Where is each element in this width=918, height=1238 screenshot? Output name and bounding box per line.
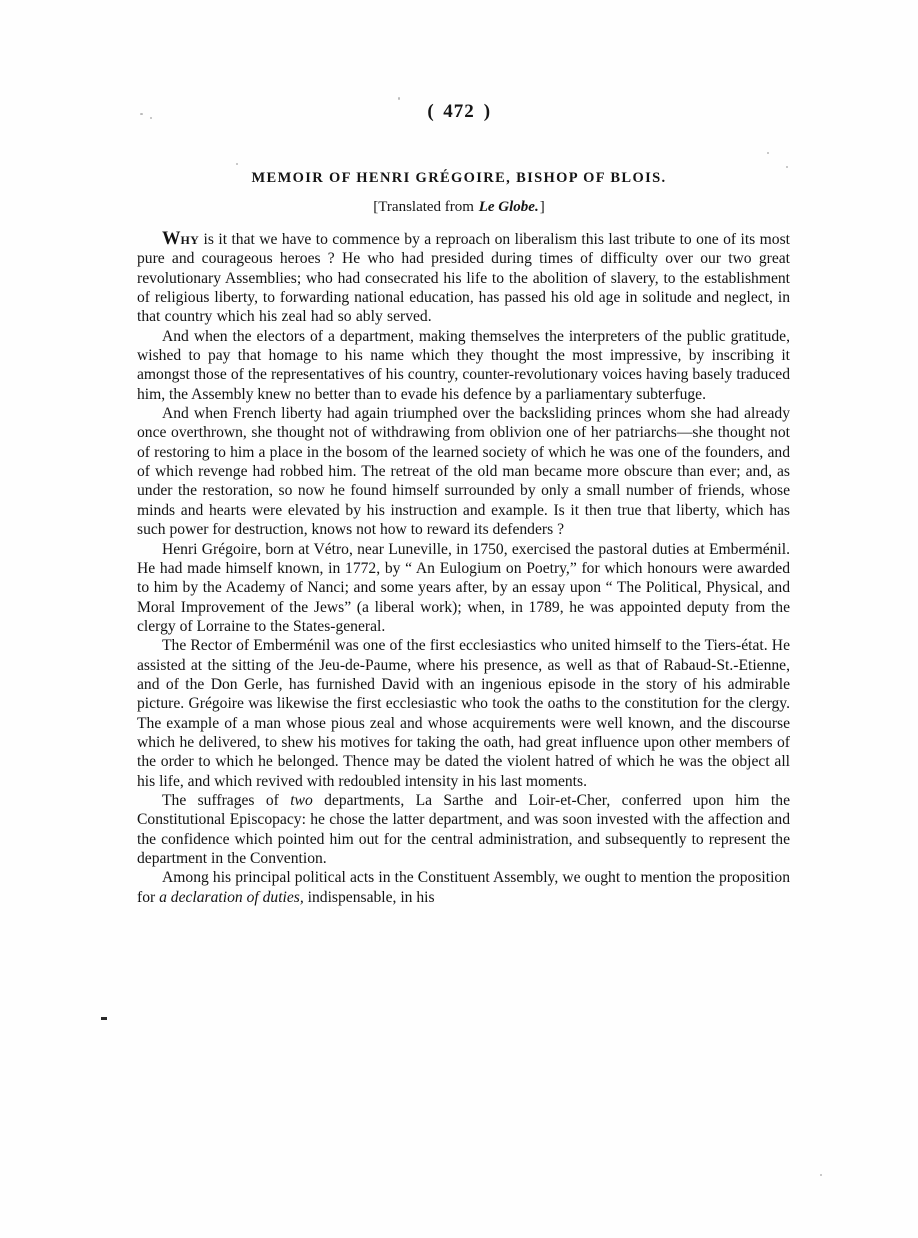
folio-page-number: 472 [443,101,475,122]
body-text-column [137,229,790,907]
source-suffix: ] [539,199,545,215]
suffrages-text-before: The suffrages of [162,791,291,809]
folio-close-paren: ) [483,101,491,122]
page-folio [0,101,918,123]
folio-open-paren: ( [427,101,435,122]
scan-speck [767,152,769,154]
paragraph-lead-smallcaps: hy [180,229,200,248]
among-text-after: indispensable, in his [303,888,435,906]
suffrages-italic-emphasis: two [290,791,313,809]
source-prefix: [Translated from [373,199,478,215]
paragraph-french-liberty: And when French liberty had again triumphed over the backsliding princes whom she had already once overthrown, she thought not of withdrawing from oblivion one of her patriarchs—she thought not of restoring to him a place in the bosom of the learned society of which he was one of the founders, and of which revenge had robbed him. The retreat of the old man became more obscure than ever; and, as under the restoration, so now he found himself surrounded by only a small number of friends, whose minds and hearts were elevated by his instruction and example. Is it then true that liberty, which has such power for destruction, knows not how to reward its defenders ? [137,405,790,539]
article-title: MEMOIR OF HENRI GRÉGOIRE, BISHOP OF BLOIS. [251,170,667,186]
scan-speck [236,163,238,165]
paragraph-electors: And when the electors of a department, making themselves the interpreters of the public gratitude, wished to pay that homage to his name which they thought the most impressive, by inscribing it amongst those of the representatives of his country, counter-revolutionary voices having basely traduced him, the Assembly knew no better than to evade his defence by a parliamentary subterfuge. [137,327,790,403]
margin-artifact-mark [101,1017,107,1020]
paragraph-lead-initial: W [162,229,181,249]
among-italic-title: a declaration of duties, [159,888,304,906]
paragraph-suffrages [137,791,790,868]
paragraph-body-text: is it that we have to commence by a reproach on liberalism this last tribute to one of its most pure and courageous heroes ? He who had presided during times of difficulty over our two great revolutionary Assemblies; who had consecrated his life to the abolition of slavery, to the establishment of religious liberty, to forwarding national education, has passed his old age in solitude and neglect, in that country which his zeal had so ably served. [137,231,790,326]
paragraph-among [137,868,790,907]
paragraph-why [137,229,790,327]
source-publication-name: Le Globe. [478,199,539,215]
scan-speck [786,166,788,168]
scan-speck [820,1174,822,1176]
translation-source-line [0,199,918,216]
paragraph-birth: Henri Grégoire, born at Vétro, near Luneville, in 1750, exercised the pastoral duties at Emberménil. He had made himself known, in 1772, by “ An Eulogium on Poetry,” for which honours were awarded to him by the Academy of Nanci; and some years after, by an essay upon “ The Political, Physical, and Moral Improvement of the Jews” (a liberal work); when, in 1789, he was appointed deputy from the clergy of Lorraine to the States-general. [137,540,790,635]
scan-speck [398,97,400,100]
among-text-before: Among his principal political acts in the Constituent Assembly, we ought to mention the proposition for [137,869,790,906]
paragraph-rector: The Rector of Emberménil was one of the first ecclesiastics who united himself to the Tiers-état. He assisted at the sitting of the Jeu-de-Paume, where his presence, as well as that of Rabaud-St.-Etienne, and of the Don Gerle, has furnished David with an ingenious episode in the story of his admirable picture. Grégoire was likewise the first ecclesiastic who took the oaths to the constitution for the clergy. The example of a man whose pious zeal and whose acquirements were well known, and the discourse which he delivered, to shew his motives for taking the oath, had great influence upon other members of the order to which he belonged. Thence may be dated the violent hatred of which he was the object all his life, and which revived with redoubled intensity in his last moments. [137,637,790,790]
suffrages-text-after: departments, La Sarthe and Loir-et-Cher, conferred upon him the Constitutional Episcopacy: he chose the latter department, and was soon invested with the affection and the confidence which pointed him out for the central administration, and subsequently to represent the department in the Convention. [137,791,790,867]
